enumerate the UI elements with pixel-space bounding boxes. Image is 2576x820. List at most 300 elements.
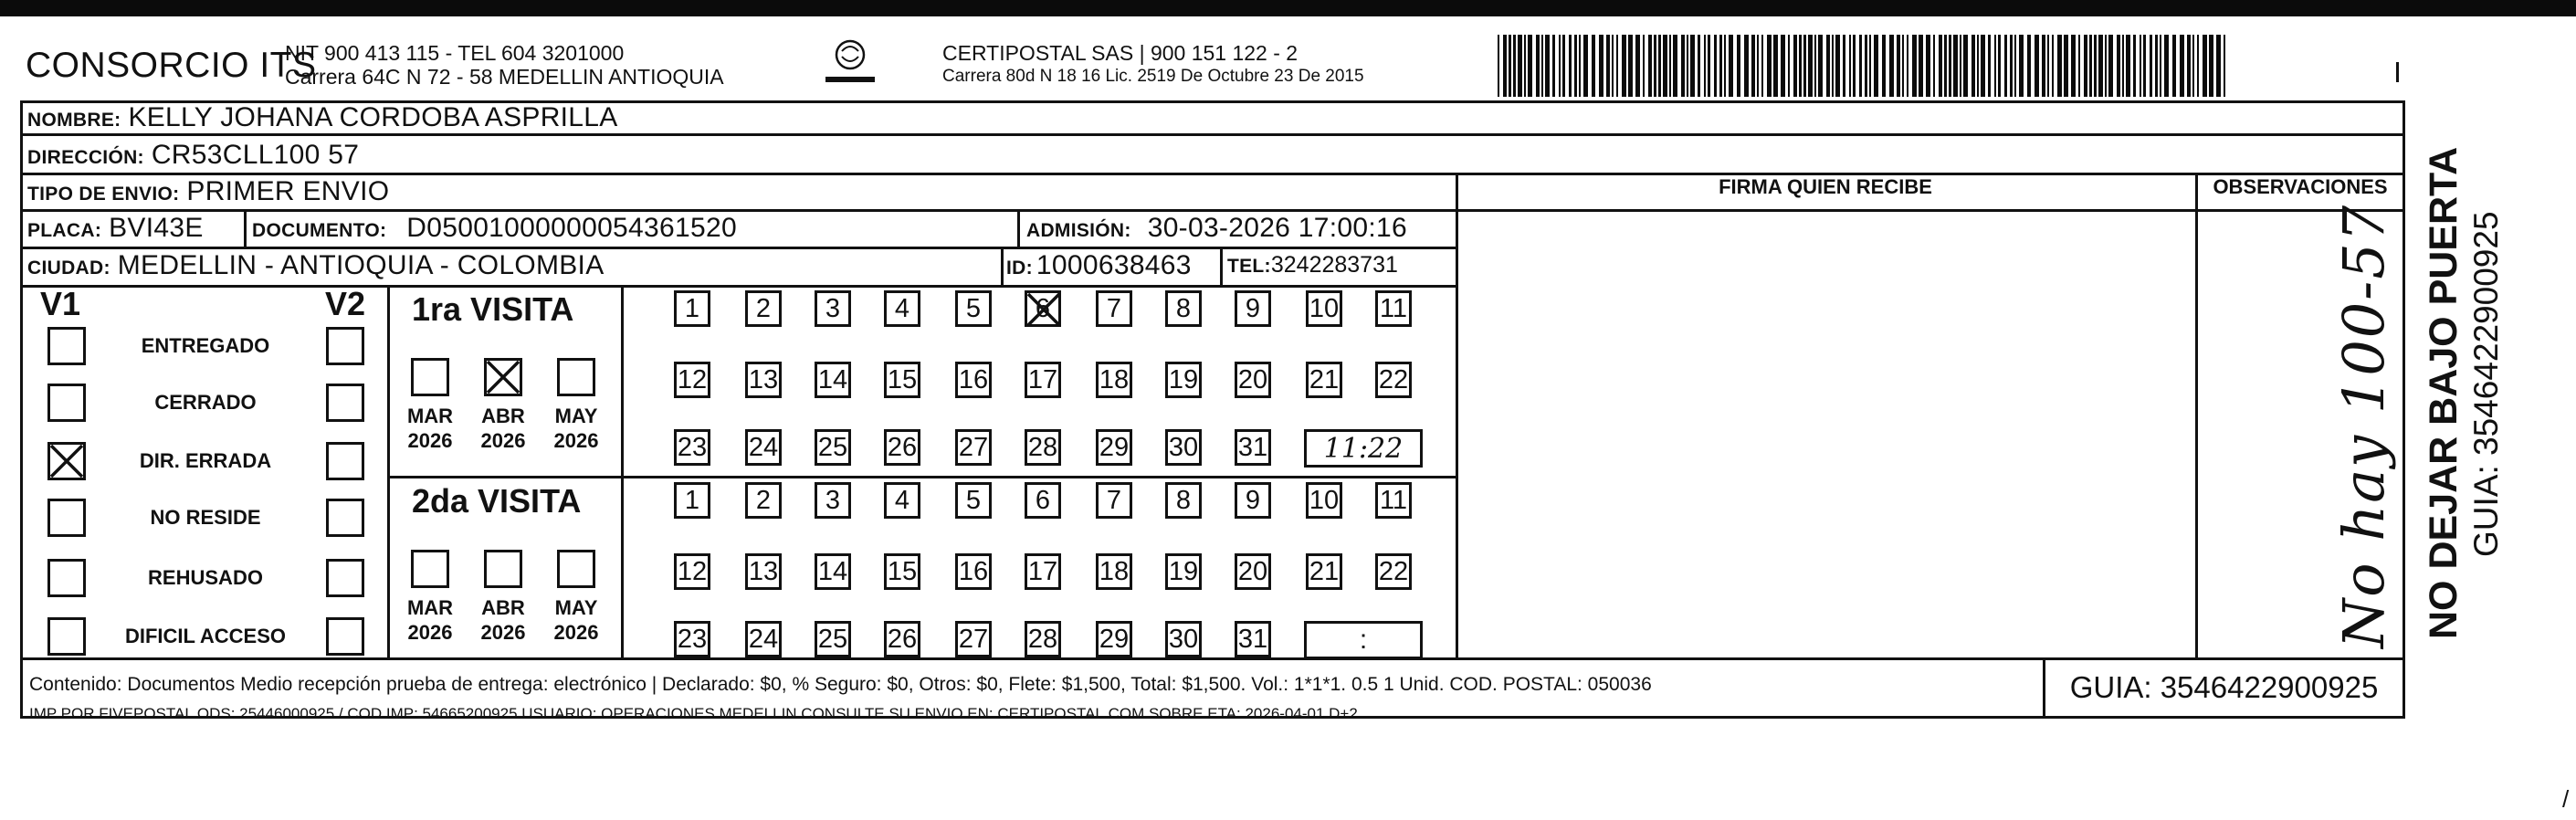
barcode-bar [1541, 35, 1543, 97]
day-box[interactable] [1375, 362, 1412, 398]
day-number: 31 [1237, 432, 1268, 462]
day-number: 25 [817, 624, 848, 654]
day-box[interactable] [955, 429, 992, 466]
barcode-bar [2187, 35, 2191, 97]
day-number: 16 [958, 364, 989, 394]
day-box[interactable] [815, 482, 851, 519]
day-box[interactable] [1235, 482, 1271, 519]
day-box[interactable] [955, 621, 992, 657]
barcode-bar [1949, 35, 1951, 97]
barcode-bar [1552, 35, 1555, 97]
barcode-bar [1849, 35, 1851, 97]
month-checkbox[interactable] [484, 550, 522, 588]
barcode-bar [1767, 35, 1772, 97]
barcode-bar [2064, 35, 2068, 97]
day-box[interactable] [1025, 553, 1061, 590]
barcode-bar [1622, 35, 1626, 97]
barcode-bar [1835, 35, 1840, 97]
day-box[interactable] [955, 553, 992, 590]
barcode-bar [2057, 35, 2062, 97]
barcode-bar [2224, 35, 2225, 97]
day-box[interactable] [1235, 553, 1271, 590]
barcode-bar [1944, 35, 1947, 97]
day-box[interactable] [1375, 482, 1412, 519]
day-box[interactable] [1165, 362, 1202, 398]
day-number: 4 [894, 293, 910, 323]
day-number: 14 [817, 364, 848, 394]
day-number: 23 [677, 432, 708, 462]
barcode-bar [1803, 35, 1806, 97]
day-number: 12 [677, 364, 708, 394]
barcode-bar [2160, 35, 2161, 97]
footer-print-line: IMP POR FIVEPOSTAL ODS: 25446000925 / COD.IMP: 54665200925 USUARIO: OPERACIONES MEDELLIN CONSULTE SU ENVIO EN: CERTIPOSTAL.COM SOBRE ETA: 2026-04-01 D+2 [29, 705, 1358, 722]
day-box[interactable] [1025, 362, 1061, 398]
v1-header: V1 [40, 285, 81, 322]
day-box[interactable] [1375, 290, 1412, 327]
barcode-bar [2084, 35, 2087, 97]
day-box[interactable] [1096, 290, 1132, 327]
day-number: 8 [1175, 485, 1192, 515]
barcode-bar [1714, 35, 1717, 97]
handwritten-observation: No hay 100-57 [2329, 203, 2397, 648]
barcode-bar [2172, 35, 2176, 97]
day-box[interactable] [1165, 553, 1202, 590]
barcode-bar [1513, 35, 1516, 97]
day-number: 1 [684, 293, 700, 323]
barcode-bar [2209, 35, 2213, 97]
barcode-bar [1606, 35, 1610, 97]
ciudad-value: MEDELLIN - ANTIOQUIA - COLOMBIA [117, 250, 605, 280]
company-name: CONSORCIO ITS [26, 46, 317, 85]
direccion-label: DIRECCIÓN: [27, 147, 144, 168]
day-number: 20 [1237, 364, 1268, 394]
month-label [471, 404, 535, 453]
top-border [0, 0, 2576, 16]
barcode-bar [1658, 35, 1661, 97]
barcode-bar [2117, 35, 2120, 97]
barcode-bar [2197, 35, 2199, 97]
barcode-bar [1843, 35, 1845, 97]
barcode-bar [2019, 35, 2024, 97]
day-box[interactable] [955, 362, 992, 398]
footer-content-line: Contenido: Documentos Medio recepción prueba de entrega: electrónico | Declarado: $0, % Seguro: $0, Otros: $0, Flete: $1,500, Total: $1,500. Vol.: 1*1*1. 0.5 1 Unid. COD. POSTAL: 050036 [29, 674, 1652, 695]
day-box[interactable] [745, 553, 782, 590]
barcode-bar [1907, 35, 1908, 97]
day-box[interactable] [1375, 553, 1412, 590]
barcode-bar [1912, 35, 1917, 97]
ciudad-label: CIUDAD: [27, 258, 110, 279]
day-box[interactable] [1025, 482, 1061, 519]
barcode-bar [1781, 35, 1785, 97]
barcode-bar [1592, 35, 1595, 97]
status-v2-checkbox[interactable] [326, 559, 364, 597]
status-v2-checkbox[interactable] [326, 617, 364, 656]
barcode-bar [1687, 35, 1688, 97]
barcode-bar [1690, 35, 1695, 97]
day-number: 29 [1099, 624, 1130, 654]
day-box[interactable] [1306, 553, 1342, 590]
day-box[interactable] [1165, 429, 1202, 466]
status-v1-checkbox[interactable] [47, 442, 86, 480]
barcode-bar [1704, 35, 1706, 97]
barcode-bar [1599, 35, 1603, 97]
day-number: 21 [1309, 556, 1340, 586]
barcode-bar [1889, 35, 1894, 97]
day-box[interactable] [955, 482, 992, 519]
day-box[interactable] [1165, 290, 1202, 327]
barcode-bar [2078, 35, 2080, 97]
barcode-bar [2035, 35, 2039, 97]
barcode-bar [2155, 35, 2158, 97]
month-year: 2026 [480, 429, 526, 452]
day-box[interactable] [745, 429, 782, 466]
status-v1-checkbox[interactable] [47, 327, 86, 365]
tel-value: 3242283731 [1270, 252, 1398, 278]
visit-time-box[interactable] [1304, 429, 1423, 468]
barcode-bar [2052, 35, 2054, 97]
day-number: 2 [755, 293, 772, 323]
corner-mark: / [2562, 785, 2570, 813]
day-box[interactable] [1306, 290, 1342, 327]
month-label [471, 595, 535, 645]
barcode-bar [1635, 35, 1640, 97]
day-box[interactable] [1235, 621, 1271, 657]
documento-label: DOCUMENTO: [252, 220, 387, 241]
month-checkbox[interactable] [557, 358, 595, 396]
day-number: 30 [1168, 624, 1199, 654]
barcode-bar [1869, 35, 1871, 97]
courier-address-line: Carrera 80d N 18 16 Lic. 2519 De Octubre 23 De 2015 [942, 67, 1364, 86]
barcode-bar [1799, 35, 1802, 97]
barcode-bar [2047, 35, 2049, 97]
barcode-bar [1865, 35, 1867, 97]
day-box[interactable] [674, 482, 710, 519]
day-number: 3 [825, 485, 841, 515]
status-v1-checkbox[interactable] [47, 617, 86, 656]
barcode-bar [1761, 35, 1763, 97]
barcode-bar [1708, 35, 1710, 97]
barcode-bar [2164, 35, 2169, 97]
direccion-value: CR53CLL100 57 [151, 140, 360, 170]
day-number: 21 [1309, 364, 1340, 394]
barcode-bar [1919, 35, 1923, 97]
day-box[interactable] [674, 429, 710, 466]
day-box[interactable] [884, 362, 920, 398]
day-number: 15 [887, 364, 918, 394]
footer-guia: GUIA: 3546422900925 [2069, 670, 2379, 704]
barcode-bar [1994, 35, 1996, 97]
barcode-bar [1612, 35, 1614, 97]
day-box[interactable] [1306, 362, 1342, 398]
day-number: 9 [1245, 485, 1261, 515]
barcode-bar [1902, 35, 1904, 97]
barcode-bar [2203, 35, 2207, 97]
month-name: MAR [406, 405, 454, 427]
nombre-value: KELLY JOHANA CORDOBA ASPRILLA [128, 102, 618, 132]
admision-value: 30-03-2026 17:00:16 [1147, 213, 1407, 243]
barcode-bar [2094, 35, 2097, 97]
barcode-bar [1681, 35, 1685, 97]
day-box[interactable] [1165, 482, 1202, 519]
courier-name-line: CERTIPOSTAL SAS | 900 151 122 - 2 [942, 41, 1299, 65]
month-year: 2026 [407, 429, 453, 452]
day-number: 19 [1168, 364, 1199, 394]
barcode-bar [2027, 35, 2031, 97]
documento-field [252, 213, 737, 244]
month-name: ABR [481, 596, 525, 619]
status-label: CERRADO [154, 391, 257, 414]
status-v1-checkbox[interactable] [47, 499, 86, 537]
day-number: 27 [958, 624, 989, 654]
tel-label: TEL: [1227, 256, 1271, 277]
month-label [544, 404, 608, 453]
day-number: 26 [887, 432, 918, 462]
day-number: 15 [887, 556, 918, 586]
barcode-bar [1832, 35, 1834, 97]
barcode-bar [2143, 35, 2146, 97]
barcode-bar [1977, 35, 1979, 97]
barcode-bar [2004, 35, 2007, 97]
day-box[interactable] [1235, 362, 1271, 398]
day-number: 10 [1309, 485, 1340, 515]
day-box[interactable] [815, 553, 851, 590]
day-box[interactable] [674, 553, 710, 590]
barcode-bar [1859, 35, 1862, 97]
day-box[interactable] [884, 429, 920, 466]
barcode-bar [1509, 35, 1511, 97]
barcode-bar [1963, 35, 1968, 97]
barcode-bar [2192, 35, 2194, 97]
day-number: 9 [1245, 293, 1261, 323]
direccion-field [27, 140, 359, 171]
day-box[interactable] [815, 621, 851, 657]
day-box[interactable] [745, 290, 782, 327]
barcode-bar [2071, 35, 2076, 97]
status-v1-checkbox[interactable] [47, 559, 86, 597]
id-label: ID: [1006, 258, 1033, 279]
barcode-bar [2042, 35, 2045, 97]
barcode-bar [1545, 35, 1550, 97]
day-box[interactable] [1096, 553, 1132, 590]
month-name: MAY [554, 596, 598, 619]
barcode-bar [2014, 35, 2016, 97]
barcode-bar [1654, 35, 1656, 97]
barcode-bar [1960, 35, 1961, 97]
barcode-bar [1698, 35, 1700, 97]
placa-label: PLACA: [27, 220, 102, 241]
barcode-bar [2140, 35, 2141, 97]
day-box[interactable] [815, 429, 851, 466]
barcode-bar [1874, 35, 1878, 97]
day-number: 8 [1175, 293, 1192, 323]
id-value: 1000638463 [1036, 250, 1192, 280]
day-number: 28 [1027, 624, 1058, 654]
barcode [1498, 35, 2228, 97]
day-box[interactable] [1096, 429, 1132, 466]
day-box[interactable] [815, 290, 851, 327]
placa-field [27, 213, 204, 244]
barcode-bar [1933, 35, 1935, 97]
barcode-bar [1648, 35, 1652, 97]
day-number: 30 [1168, 432, 1199, 462]
day-box[interactable] [884, 290, 920, 327]
barcode-bar [1719, 35, 1722, 97]
barcode-bar [1574, 35, 1577, 97]
barcode-bar [1673, 35, 1677, 97]
day-box[interactable] [1306, 482, 1342, 519]
month-year: 2026 [553, 621, 599, 644]
day-number: 7 [1106, 293, 1122, 323]
day-box[interactable] [1025, 290, 1061, 327]
status-v2-checkbox[interactable] [326, 442, 364, 480]
status-label: REHUSADO [148, 566, 263, 589]
day-number: 11 [1379, 485, 1408, 515]
month-checkbox[interactable] [411, 358, 449, 396]
corner-tick [2396, 62, 2399, 82]
month-year: 2026 [407, 621, 453, 644]
day-number: 7 [1106, 485, 1122, 515]
day-box[interactable] [1025, 429, 1061, 466]
barcode-bar [1729, 35, 1733, 97]
barcode-bar [1788, 35, 1790, 97]
barcode-bar [2098, 35, 2103, 97]
barcode-bar [2089, 35, 2092, 97]
day-number: 13 [748, 364, 779, 394]
day-box[interactable] [1096, 621, 1132, 657]
day-number: 13 [748, 556, 779, 586]
day-box[interactable] [884, 482, 920, 519]
barcode-bar [1971, 35, 1975, 97]
day-number: 16 [958, 556, 989, 586]
day-box[interactable] [1096, 482, 1132, 519]
nombre-field [27, 102, 618, 133]
day-box[interactable] [745, 482, 782, 519]
day-number: 11 [1379, 293, 1408, 323]
day-number: 31 [1237, 624, 1268, 654]
day-box[interactable] [815, 362, 851, 398]
visit-title: 2da VISITA [412, 482, 582, 520]
day-number: 26 [887, 624, 918, 654]
day-box[interactable] [1235, 429, 1271, 466]
visit-time-box[interactable] [1304, 621, 1423, 659]
month-name: ABR [481, 405, 525, 427]
nombre-label: NOMBRE: [27, 110, 121, 131]
barcode-bar [1669, 35, 1671, 97]
barcode-bar [2108, 35, 2113, 97]
barcode-bar [1643, 35, 1645, 97]
placa-value: BVI43E [109, 213, 204, 243]
barcode-bar [1579, 35, 1581, 97]
day-box[interactable] [884, 621, 920, 657]
status-v2-checkbox[interactable] [326, 499, 364, 537]
barcode-bar [2010, 35, 2013, 97]
barcode-bar [2150, 35, 2152, 97]
barcode-bar [1616, 35, 1618, 97]
day-box[interactable] [674, 362, 710, 398]
barcode-bar [1724, 35, 1726, 97]
barcode-bar [1628, 35, 1633, 97]
status-label: DIR. ERRADA [139, 449, 272, 472]
day-number: 5 [965, 293, 982, 323]
barcode-bar [1953, 35, 1958, 97]
day-box[interactable] [1235, 290, 1271, 327]
status-v2-checkbox[interactable] [326, 384, 364, 422]
month-checkbox[interactable] [411, 550, 449, 588]
barcode-bar [2105, 35, 2107, 97]
barcode-bar [1528, 35, 1532, 97]
barcode-bar [1503, 35, 1507, 97]
barcode-bar [1757, 35, 1759, 97]
barcode-bar [1583, 35, 1588, 97]
status-v2-checkbox[interactable] [326, 327, 364, 365]
visit-time-value: : [1359, 625, 1368, 655]
day-number: 17 [1027, 556, 1058, 586]
day-number: 25 [817, 432, 848, 462]
barcode-bar [1981, 35, 1985, 97]
day-box[interactable] [884, 553, 920, 590]
month-checkbox[interactable] [484, 358, 522, 396]
visit-title: 1ra VISITA [412, 290, 574, 328]
side-title: NO DEJAR BAJO PUERTA [2422, 146, 2466, 639]
barcode-bar [1882, 35, 1886, 97]
day-number: 18 [1099, 556, 1130, 586]
day-number: 28 [1027, 432, 1058, 462]
day-box[interactable] [1096, 362, 1132, 398]
day-box[interactable] [674, 621, 710, 657]
barcode-bar [2133, 35, 2136, 97]
barcode-bar [1737, 35, 1740, 97]
day-box[interactable] [674, 290, 710, 327]
day-number: 3 [825, 293, 841, 323]
day-number: 23 [677, 624, 708, 654]
barcode-bar [2122, 35, 2124, 97]
barcode-bar [1853, 35, 1856, 97]
day-number: 20 [1237, 556, 1268, 586]
admision-label: ADMISIÓN: [1026, 220, 1131, 241]
tipo-envio-value: PRIMER ENVIO [186, 176, 390, 206]
day-number: 29 [1099, 432, 1130, 462]
side-guia: GUIA: 3546422900925 [2467, 211, 2505, 557]
barcode-bar [1814, 35, 1816, 97]
day-box[interactable] [955, 290, 992, 327]
day-box[interactable] [745, 362, 782, 398]
status-v1-checkbox[interactable] [47, 384, 86, 422]
day-number: 10 [1309, 293, 1340, 323]
day-number: 19 [1168, 556, 1199, 586]
barcode-bar [1826, 35, 1830, 97]
day-box[interactable] [1165, 621, 1202, 657]
v2-header: V2 [325, 285, 366, 322]
day-number: 22 [1378, 364, 1409, 394]
company-address-line: Carrera 64C N 72 - 58 MEDELLIN ANTIOQUIA [285, 65, 724, 89]
day-box[interactable] [745, 621, 782, 657]
observaciones-header: OBSERVACIONES [2213, 175, 2388, 198]
barcode-bar [2180, 35, 2184, 97]
documento-value: D05001000000054361520 [406, 213, 737, 243]
month-name: MAY [554, 405, 598, 427]
day-box[interactable] [1025, 621, 1061, 657]
day-number: 17 [1027, 364, 1058, 394]
status-label: ENTREGADO [141, 334, 270, 357]
barcode-bar [1808, 35, 1813, 97]
visit-time-value: 11:22 [1323, 432, 1404, 465]
admision-field [1026, 213, 1407, 244]
barcode-bar [2216, 35, 2221, 97]
firma-header: FIRMA QUIEN RECIBE [1719, 175, 1932, 198]
barcode-bar [1751, 35, 1755, 97]
month-checkbox[interactable] [557, 550, 595, 588]
barcode-bar [1988, 35, 1991, 97]
